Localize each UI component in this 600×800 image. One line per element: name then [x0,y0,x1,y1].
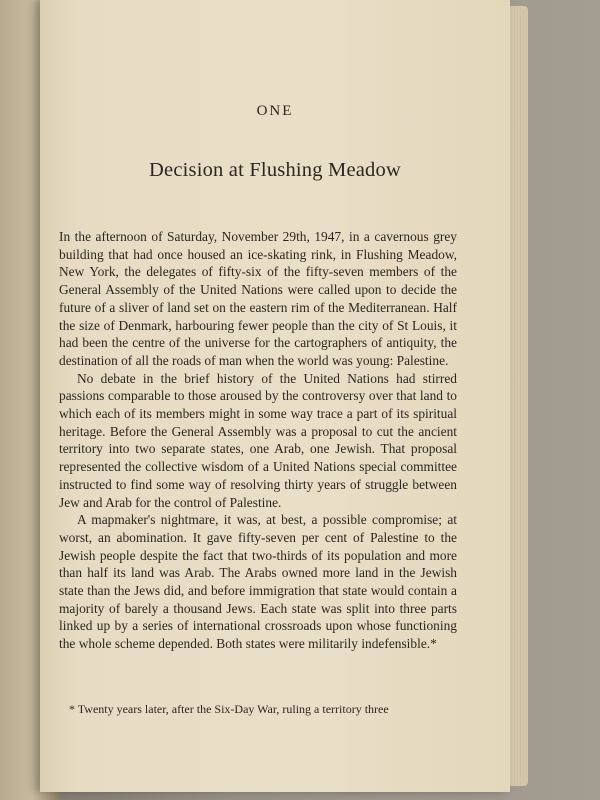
paragraph: No debate in the brief history of the United Nations had stirred passions comparable to those aroused by the controversy over that land to which each of its members might in some way trace a part of its spiritual heritage. Before the General Assembly was a proposal to cut the ancient territory into two separate states, one Arab, one Jewish. That proposal represented the collective wisdom of a United Nations special committee instructed to find some way of resolving thirty years of struggle between Jew and Arab for the control of Palestine. [59,370,457,510]
chapter-label: ONE [256,103,294,119]
footnote: * Twenty years later, after the Six-Day War, ruling a territory three [69,702,389,716]
paragraph: A mapmaker's nightmare, it was, at best, a possible compromise; at worst, an abomination. It gave fifty-seven per cent of Palestine to the Jewish people despite the fact that two-thirds of its population and more than half its land was Arab. The Arabs owned more land in the Jewish state than the Jews did, and before immigration that state would contain a majority of barely a thousand Jews. Each state was split into three parts linked up by a series of international crossroads upon whose functioning the whole scheme depended. Both states were militarily indefensible.* [59,512,457,652]
book-page [40,0,510,792]
chapter-title: Decision at Flushing Meadow [149,159,401,181]
paragraph: In the afternoon of Saturday, November 29th, 1947, in a cavernous grey building that had once housed an ice-skating rink, in Flushing Meadow, New York, the delegates of fifty-six of the fifty-seven members of the General Assembly of the United Nations were called upon to decide the future of a sliver of land set on the eastern rim of the Mediterranean. Half the size of Denmark, harbouring fewer people than the city of St Louis, it had been the centre of the universe for the cartographers of antiquity, the destination of all the roads of man when the world was young: Palestine. [59,229,457,368]
body-text [59,228,457,653]
